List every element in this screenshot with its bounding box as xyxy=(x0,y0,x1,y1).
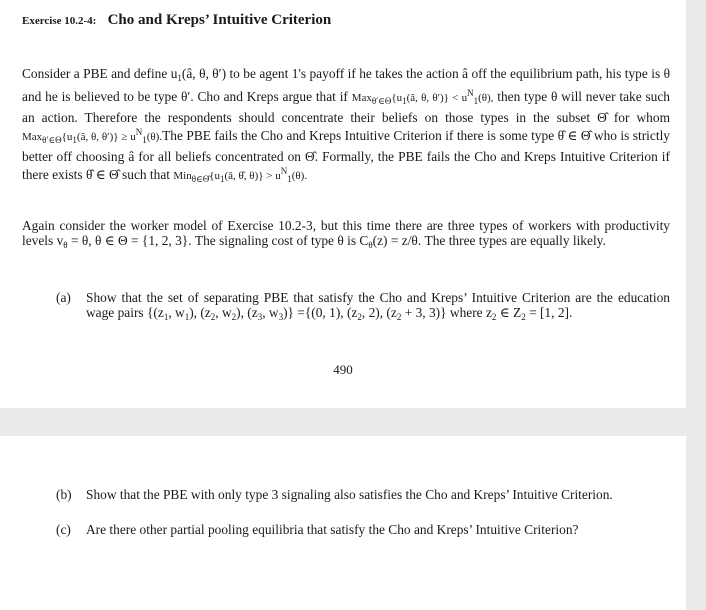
condition-max-lt: $Max_{\theta'\in\Theta}\{u_1(â$, θ, $\theta')\} < u^N_1(\theta)$, xyxy=(351,88,494,107)
condition-max-ge: $Max_{\theta'\in\Theta}\{u_1(â$, θ, $\theta')\} \ge u^N_1(\theta)$. xyxy=(22,127,163,146)
question-a xyxy=(56,290,670,326)
exercise-header xyxy=(22,12,331,29)
condition-min-gt: $Min_{\theta\in\Thetâ}\{u_1(â$, θ̂, $\theta)\} > u^N_1(\theta)$. xyxy=(173,166,308,185)
page-number: 490 xyxy=(333,362,353,377)
exercise-title: Cho and Kreps’ Intuitive Criterion xyxy=(107,12,332,28)
worker-model-paragraph: Again consider the worker model of Exercise 10.2-3, but this time there are three types of workers with productivity levels $v_\theta = \theta$, θ ∈ Θ = {1, 2, 3}. The signaling cost of type θ is $C_\theta(z) = z/\theta$. The three types are equally likely. xyxy=(22,218,670,251)
question-b-text: Show that the PBE with only type 3 signaling also satisfies the Cho and Kreps’ Intuitive Criterion. xyxy=(86,487,613,502)
question-c-text: Are there other partial pooling equilibria that satisfy the Cho and Kreps’ Intuitive Criterion? xyxy=(86,522,579,537)
page-2 xyxy=(0,436,686,610)
question-a-label: (a) xyxy=(56,290,71,305)
question-c xyxy=(56,522,670,537)
question-c-label: (c) xyxy=(56,522,71,537)
question-b xyxy=(56,487,670,502)
question-a-text: Show that the set of separating PBE that satisfy the Cho and Kreps’ Intuitive Criterion are the education wage pairs {($z_1$, $w_1$), ($z_2$, $w_2$), ($z_3$, $w_3)\} =\{(0$, 1), ($z_2$, 2), ($z_2 + 3$, 3)} where $z_2$ ∈ $Z_2 = [1$, 2]. xyxy=(86,290,670,323)
exercise-number: Exercise 10.2-4: xyxy=(22,15,97,27)
question-b-label: (b) xyxy=(56,487,72,502)
intro-paragraph: Consider a PBE and define $u_1(â$, θ, θ′) to be agent 1's payoff if he takes the action â off the equilibrium path, his type is θ and he is believed to be type θ′. Cho and Kreps argue that if $Max_{\theta'\in\Theta}\{u_1(â$, θ, $\theta')\} < u^N_1(\theta)$, then type θ will never take such an action. Therefore the respondents should concentrate their beliefs on those types in the subset Θ̂ for whom $Max_{\theta'\in\Theta}\{u_1(â$, θ, $\theta')\} \ge u^N_1(\theta).The$ PBE fails the Cho and Kreps Intuitive Criterion if there is some type θ̂ ∈ Θ̂ who is strictly better off choosing â for all beliefs concentrated on Θ̂. Formally, the PBE fails the Cho and Kreps Intuitive Criterion if there exists θ̂ ∈ Θ̂ such that $Min_{\theta\in\Thetâ}\{u_1(â$, θ̂, $\theta)\} > u^N_1(\theta)$. xyxy=(22,66,671,185)
